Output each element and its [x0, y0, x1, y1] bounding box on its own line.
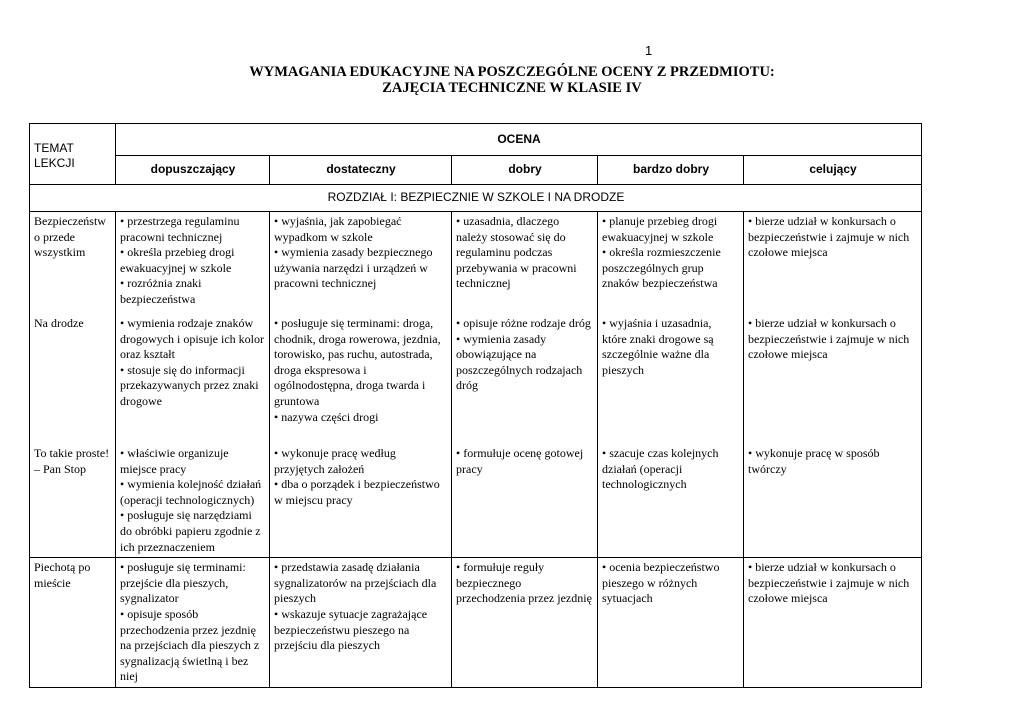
- cell-line: chodnik, droga rowerowa, jezdnia,: [274, 331, 441, 346]
- cell-line: sytuacjach: [602, 591, 653, 606]
- cell-line: • wymienia kolejność działań: [120, 477, 262, 492]
- requirement-cell: [452, 558, 598, 688]
- cell-line: przechodzenia przez jezdnię: [456, 591, 592, 606]
- cell-line: o przede: [34, 229, 75, 244]
- cell-line: dróg: [456, 378, 478, 393]
- cell-line: twórczy: [748, 461, 787, 476]
- cell-line: • posługuje się terminami:: [120, 560, 246, 575]
- cell-line: Bezpieczeństw: [34, 214, 106, 228]
- header-grade-dostateczny: dostateczny: [270, 156, 452, 185]
- cell-line: przyjętych założeń: [274, 461, 365, 476]
- cell-line: bezpieczeństwie i zajmuje w nich: [748, 229, 910, 244]
- cell-line: czołowe miejsca: [748, 245, 828, 260]
- cell-line: technicznej: [456, 276, 511, 291]
- cell-line: miejsce pracy: [120, 461, 187, 476]
- requirement-cell: [270, 442, 452, 558]
- cell-line: • wymienia zasady: [456, 331, 547, 346]
- cell-line: działań (operacji: [602, 461, 683, 476]
- table-row: [30, 442, 922, 558]
- cell-line: • przedstawia zasadę działania: [274, 560, 420, 575]
- cell-line: mieście: [34, 575, 71, 590]
- cell-line: (operacji technologicznych): [120, 492, 255, 507]
- cell-line: przejście dla pieszych,: [120, 575, 229, 590]
- requirement-cell: [744, 558, 922, 688]
- cell-line: • właściwie organizuje: [120, 446, 229, 460]
- cell-line: pieszych: [602, 362, 644, 377]
- requirement-cell: [452, 212, 598, 313]
- cell-line: obowiązujące na: [456, 347, 537, 362]
- cell-line: używania narzędzi i urządzeń w: [274, 260, 428, 275]
- requirement-cell: [270, 212, 452, 313]
- cell-line: • formułuje ocenę gotowej: [456, 446, 584, 460]
- header-grade-dobry: dobry: [452, 156, 598, 185]
- cell-line: • rozróżnia znaki: [120, 276, 202, 291]
- cell-line: sygnalizacją świetlną i bez: [120, 653, 249, 668]
- cell-line: Na drodze: [34, 316, 84, 330]
- cell-line: • stosuje się do informacji: [120, 362, 245, 377]
- cell-line: sygnalizatorów na przejściach dla: [274, 575, 437, 590]
- cell-line: wszystkim: [34, 245, 86, 260]
- cell-line: • określa przebieg drogi: [120, 245, 235, 260]
- requirement-cell: [116, 212, 270, 313]
- cell-line: szczególnie ważne dla: [602, 347, 710, 362]
- cell-line: bezpieczeństwa: [120, 291, 196, 306]
- cell-line: • dba o porządek i bezpieczeństwo: [274, 477, 440, 492]
- cell-line: bezpiecznego: [456, 575, 522, 590]
- cell-line: drogowych i opisuje ich kolor: [120, 331, 264, 346]
- cell-line: do obróbki papieru zgodnie z: [120, 523, 261, 538]
- cell-line: • ocenia bezpieczeństwo: [602, 560, 720, 575]
- requirement-cell: [116, 312, 270, 442]
- topic-cell: [30, 442, 116, 558]
- header-grade-celujacy: celujący: [744, 156, 922, 185]
- requirement-cell: [598, 212, 744, 313]
- requirement-cell: [270, 558, 452, 688]
- cell-line: • wyjaśnia i uzasadnia,: [602, 316, 712, 330]
- cell-line: oraz kształt: [120, 347, 175, 362]
- document-title-line-1: WYMAGANIA EDUKACYJNE NA POSZCZEGÓLNE OCENY Z PRZEDMIOTU:: [249, 64, 775, 80]
- table-row: [30, 312, 922, 442]
- cell-line: • opisuje różne rodzaje dróg: [456, 316, 591, 330]
- cell-line: • uzasadnia, dlaczego: [456, 214, 560, 228]
- cell-line: pieszych: [274, 591, 316, 606]
- cell-line: • określa rozmieszczenie: [602, 245, 721, 260]
- cell-line: regulaminu podczas: [456, 245, 553, 260]
- cell-line: • planuje przebieg drogi: [602, 214, 718, 228]
- cell-line: technologicznych: [602, 477, 687, 492]
- cell-line: czołowe miejsca: [748, 591, 828, 606]
- cell-line: • wyjaśnia, jak zapobiegać: [274, 214, 402, 228]
- cell-line: – Pan Stop: [34, 461, 87, 476]
- cell-line: w miejscu pracy: [274, 492, 353, 507]
- page-number: 1: [645, 43, 653, 58]
- cell-line: przechodzenia przez jezdnię: [120, 622, 256, 637]
- cell-line: • bierze udział w konkursach o: [748, 316, 896, 330]
- cell-line: ogólnodostępna, droga twarda i: [274, 378, 426, 393]
- cell-line: wypadkom w szkole: [274, 229, 373, 244]
- cell-line: ewakuacyjnej w szkole: [120, 260, 232, 275]
- cell-line: pracowni technicznej: [120, 229, 223, 244]
- topic-cell: [30, 312, 116, 442]
- cell-line: gruntowa: [274, 393, 320, 408]
- cell-line: bezpieczeństwie i zajmuje w nich: [748, 575, 910, 590]
- cell-line: które znaki drogowe są: [602, 331, 714, 346]
- document-title-line-2: ZAJĘCIA TECHNICZNE W KLASIE IV: [382, 80, 642, 96]
- cell-line: droga ekspresowa i: [274, 362, 367, 377]
- cell-line: • wymienia rodzaje znaków: [120, 316, 254, 330]
- requirements-table: [29, 123, 922, 688]
- table-row: [30, 558, 922, 688]
- requirement-cell: [270, 312, 452, 442]
- cell-line: • wykonuje pracę w sposób: [748, 446, 880, 460]
- requirement-cell: [452, 442, 598, 558]
- cell-line: przekazywanych przez znaki: [120, 378, 259, 393]
- table-row: [30, 212, 922, 313]
- cell-line: sygnalizator: [120, 591, 179, 606]
- cell-line: niej: [120, 669, 138, 684]
- cell-line: należy stosować się do: [456, 229, 566, 244]
- cell-line: bezpieczeństwie i zajmuje w nich: [748, 331, 910, 346]
- cell-line: bezpieczeństwu pieszego na: [274, 622, 410, 637]
- requirement-cell: [598, 442, 744, 558]
- header-temat-lekcji: TEMAT LEKCJI: [30, 124, 116, 185]
- cell-line: ewakuacyjnej w szkole: [602, 229, 714, 244]
- cell-line: poszczególnych rodzajach: [456, 362, 583, 377]
- cell-line: znaków bezpieczeństwa: [602, 276, 718, 291]
- cell-line: pracy: [456, 461, 483, 476]
- topic-cell: [30, 212, 116, 313]
- requirement-cell: [598, 558, 744, 688]
- cell-line: • opisuje sposób: [120, 606, 199, 621]
- cell-line: • wymienia zasady bezpiecznego: [274, 245, 433, 260]
- cell-line: przebywania w pracowni: [456, 260, 577, 275]
- header-grade-bardzo-dobry: bardzo dobry: [598, 156, 744, 185]
- cell-line: • przestrzega regulaminu: [120, 214, 240, 228]
- cell-line: • posługuje się narzędziami: [120, 508, 252, 523]
- cell-line: To takie proste!: [34, 446, 110, 460]
- cell-line: na przejściach dla pieszych z: [120, 638, 260, 653]
- cell-line: • formułuje reguły: [456, 560, 545, 575]
- cell-line: ich przeznaczeniem: [120, 539, 215, 554]
- header-ocena: OCENA: [116, 124, 922, 156]
- cell-line: poszczególnych grup: [602, 260, 704, 275]
- header-grade-dopuszczajacy: dopuszczający: [116, 156, 270, 185]
- section-header: ROZDZIAŁ I: BEZPIECZNIE W SZKOLE I NA DRODZE: [30, 185, 922, 212]
- cell-line: pieszego w różnych: [602, 575, 698, 590]
- cell-line: • posługuje się terminami: droga,: [274, 316, 434, 330]
- cell-line: • wskazuje sytuacje zagrażające: [274, 606, 428, 621]
- cell-line: • wykonuje pracę według: [274, 446, 396, 460]
- cell-line: czołowe miejsca: [748, 347, 828, 362]
- cell-line: • nazywa części drogi: [274, 409, 379, 424]
- requirement-cell: [452, 312, 598, 442]
- cell-line: przejściu dla pieszych: [274, 638, 380, 653]
- cell-line: drogowe: [120, 393, 162, 408]
- cell-line: pracowni technicznej: [274, 276, 377, 291]
- cell-line: • bierze udział w konkursach o: [748, 214, 896, 228]
- cell-line: Piechotą po: [34, 560, 91, 575]
- cell-line: torowisko, pas ruchu, autostrada,: [274, 347, 433, 362]
- requirement-cell: [744, 312, 922, 442]
- requirement-cell: [116, 442, 270, 558]
- requirement-cell: [744, 212, 922, 313]
- cell-line: • szacuje czas kolejnych: [602, 446, 719, 460]
- requirement-cell: [598, 312, 744, 442]
- cell-line: • bierze udział w konkursach o: [748, 560, 896, 575]
- requirement-cell: [744, 442, 922, 558]
- topic-cell: [30, 558, 116, 688]
- requirement-cell: [116, 558, 270, 688]
